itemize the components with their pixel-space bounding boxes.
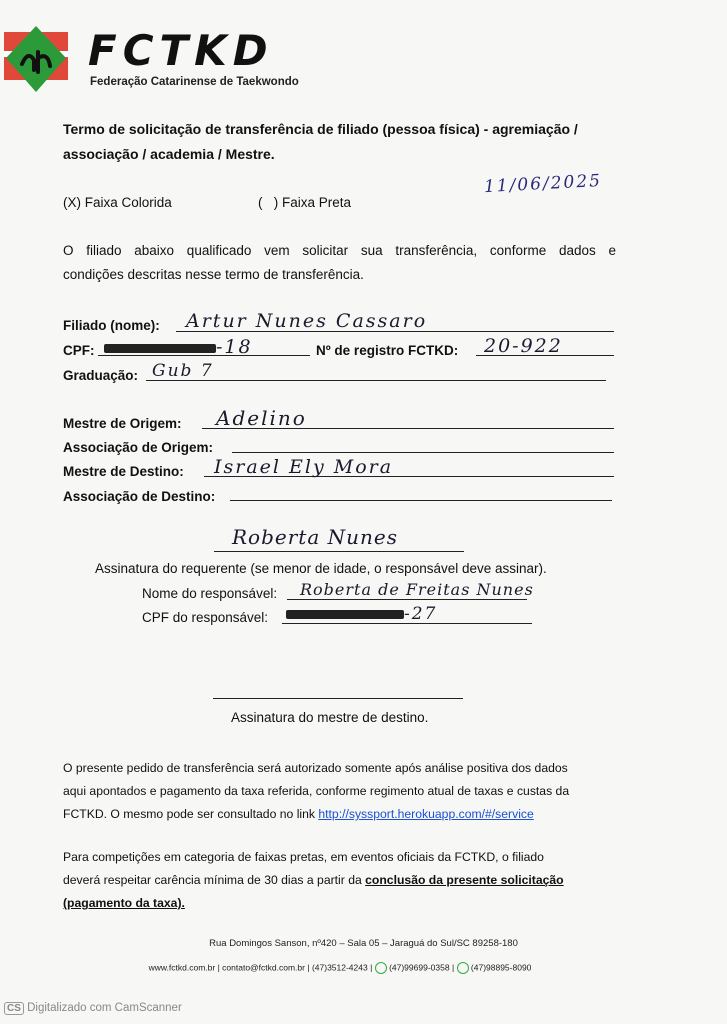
camscanner-badge: CS [4, 1002, 24, 1015]
notice-line-3 [63, 803, 618, 826]
notice2-line-3: (pagamento da taxa). [63, 896, 185, 910]
option-colored-belt [63, 195, 172, 210]
mestre-destino-label: Mestre de Destino: [63, 464, 184, 479]
footer-separator-2: | [307, 962, 310, 973]
whatsapp-icon [375, 962, 387, 974]
mestre-origem-label: Mestre de Origem: [63, 416, 182, 431]
intro-line-1: O filiado abaixo qualificado vem solicitar sua transferência, conforme dados e [63, 243, 616, 258]
responsavel-line [287, 599, 527, 600]
handwritten-date: 11/06/2025 [483, 170, 603, 198]
intro-line-2: condições descritas nesse termo de transferência. [63, 267, 364, 282]
footer-phone-1: (47)3512-4243 [311, 962, 368, 973]
footer-website[interactable]: www.fctkd.com.br [148, 962, 216, 973]
mestre-destino-value: Israel Ely Mora [214, 456, 394, 478]
master-signature-line [213, 698, 463, 699]
option-colored-mark: (X) [63, 195, 81, 210]
footer-separator-1: | [217, 962, 220, 973]
assoc-destino-line [230, 500, 612, 501]
cpf-responsavel-redaction [286, 610, 404, 619]
cpf-responsavel-suffix: -27 [404, 604, 438, 624]
footer-email[interactable]: contato@fctkd.com.br [222, 962, 305, 973]
notice-line-1: O presente pedido de transferência será autorizado somente após análise positiva dos dados [63, 761, 568, 775]
notice2-line-1: Para competições em categoria de faixas pretas, em eventos oficiais da FCTKD, o filiado [63, 850, 544, 864]
notice2-line-2 [63, 869, 618, 892]
notice2-paragraph [63, 846, 618, 915]
filiado-label: Filiado (nome): [63, 318, 160, 333]
cpf-redaction [104, 344, 216, 353]
master-signature-caption: Assinatura do mestre de destino. [231, 710, 429, 725]
notice2-line-2-underlined: conclusão da presente solicitação [365, 873, 564, 887]
assoc-origem-label: Associação de Origem: [63, 440, 214, 455]
cpf-responsavel-label: CPF do responsável: [142, 610, 269, 625]
camscanner-watermark [4, 1002, 182, 1015]
footer-contacts [0, 962, 680, 974]
mestre-origem-value: Adelino [216, 406, 307, 430]
whatsapp-icon [457, 962, 469, 974]
requester-signature-caption: Assinatura do requerente (se menor de idade, o responsável deve assinar). [95, 561, 547, 576]
footer-address: Rua Domingos Sanson, nº420 – Sala 05 – Jaraguá do Sul/SC 89258-180 [209, 938, 518, 949]
footer-phone-2: (47)99699-0358 [389, 962, 450, 973]
filiado-value: Artur Nunes Cassaro [186, 310, 428, 332]
notice-line-2: aqui apontados e pagamento da taxa referida, conforme regimento atual de taxas e custas da [63, 784, 570, 798]
cpf-value [104, 336, 253, 358]
logo-mark [4, 24, 68, 96]
notice-line-3-text: FCTKD. O mesmo pode ser consultado no link [63, 807, 319, 821]
requester-signature: Roberta Nunes [232, 525, 398, 549]
responsavel-label: Nome do responsável: [142, 586, 278, 601]
registro-value: 20-922 [484, 335, 563, 357]
option-black-label: Faixa Preta [282, 195, 352, 210]
registro-label: Nº de registro FCTKD: [316, 343, 459, 358]
graduacao-label: Graduação: [63, 368, 139, 383]
camscanner-text: Digitalizado com CamScanner [27, 1002, 182, 1014]
option-colored-label: Faixa Colorida [84, 195, 172, 210]
footer-separator-3: | [370, 962, 373, 973]
brand-subtitle: Federação Catarinense de Taekwondo [90, 76, 299, 88]
brand-name: FCTKD [88, 26, 274, 75]
requester-signature-line [214, 551, 464, 552]
footer-separator-4: | [451, 962, 455, 973]
graduacao-line [146, 380, 606, 381]
document-title-line-1: Termo de solicitação de transferência de filiado (pessoa física) - agremiação / [63, 121, 578, 137]
option-black-mark: ( ) [258, 195, 279, 210]
cpf-responsavel-value [286, 604, 437, 624]
notice2-line-2-text: deverá respeitar carência mínima de 30 dias a partir da [63, 873, 366, 887]
assoc-destino-label: Associação de Destino: [63, 489, 216, 504]
service-link[interactable]: http://syssport.herokuapp.com/#/service [318, 807, 534, 821]
responsavel-value: Roberta de Freitas Nunes [300, 580, 534, 599]
assoc-origem-line [232, 452, 614, 453]
cpf-label: CPF: [63, 343, 95, 358]
footer-phone-3: (47)98895-8090 [470, 962, 532, 973]
option-black-belt [258, 195, 351, 210]
document-title-line-2: associação / academia / Mestre. [63, 146, 275, 162]
graduacao-value: Gub 7 [152, 361, 214, 381]
cpf-value-suffix: -18 [216, 336, 253, 358]
notice-paragraph [63, 757, 618, 826]
